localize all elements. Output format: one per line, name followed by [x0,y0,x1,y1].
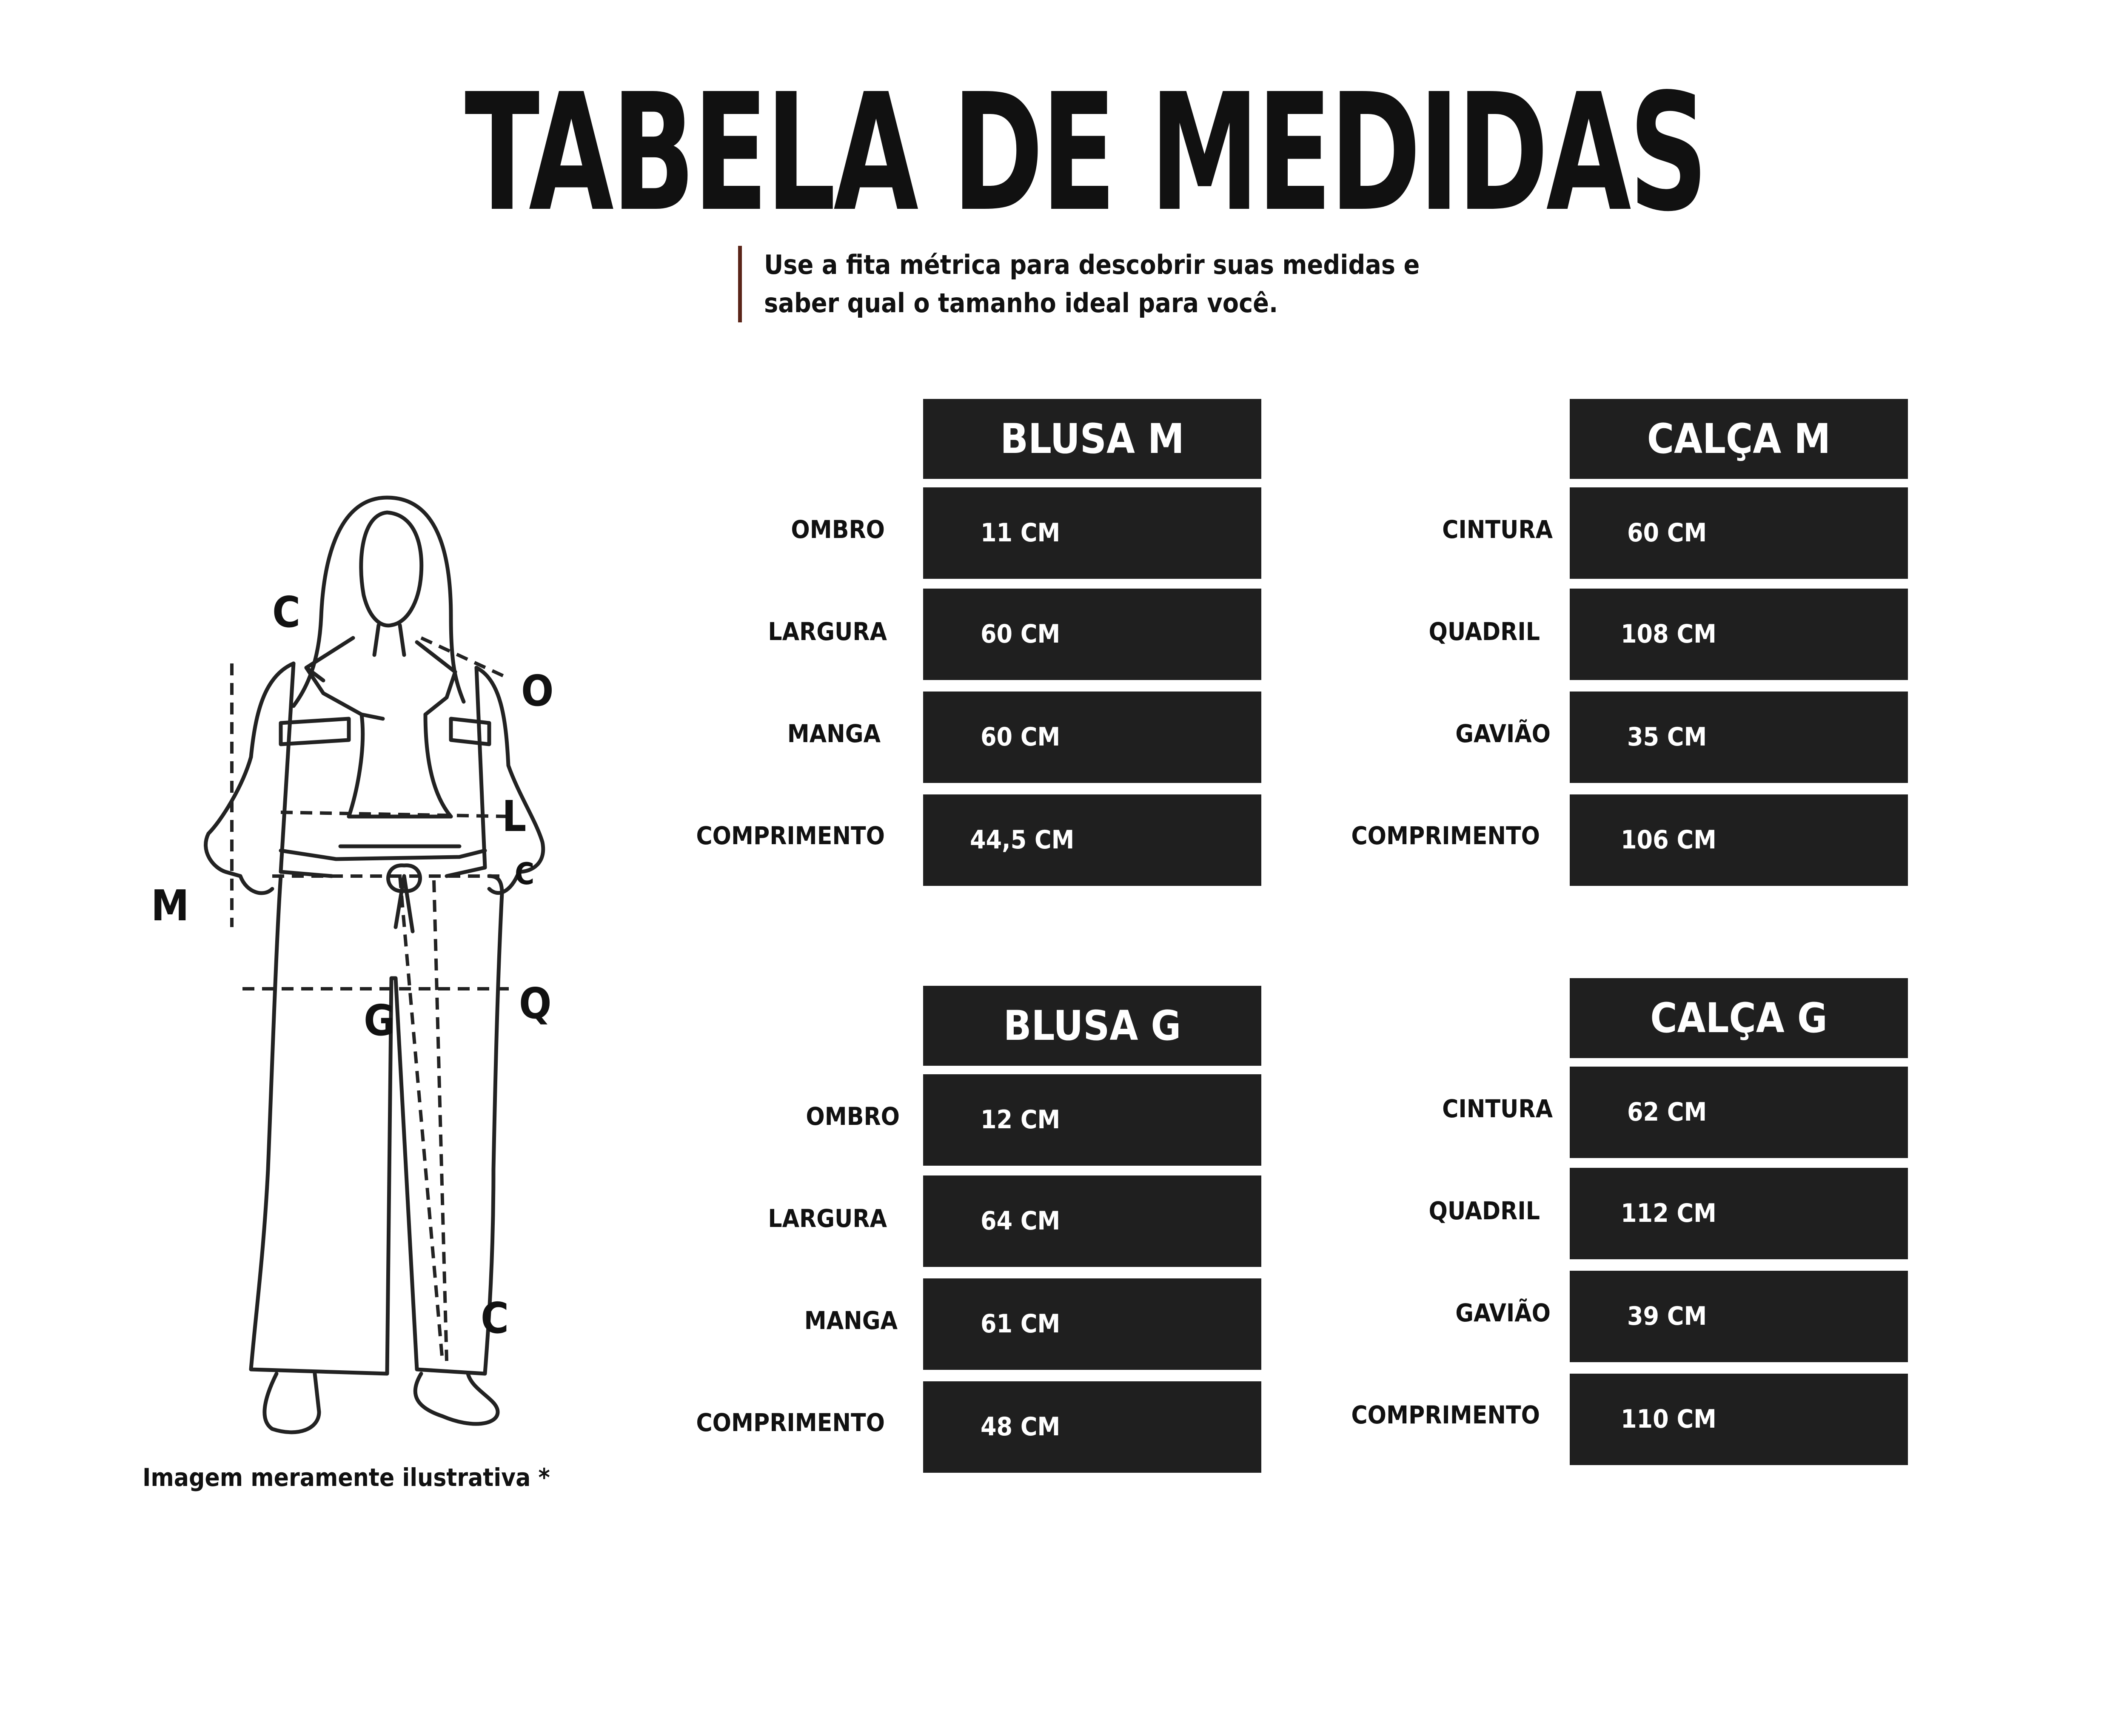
row-label: CINTURA [1442,515,1553,544]
row-label: COMPRIMENTO [1351,1400,1540,1429]
row-label: GAVIÃO [1455,1298,1551,1327]
row-value-text: 12 CM [981,1105,1061,1135]
letter-g-gaviao: G [364,996,395,1045]
letter-c-comprimento: C [481,1293,509,1343]
row-label: QUADRIL [1428,1196,1540,1225]
row-value-text: 44,5 CM [970,825,1075,855]
letter-c-shoulder: C [272,587,301,637]
row-label: COMPRIMENTO [696,1408,885,1437]
row-value-text: 108 CM [1621,619,1716,649]
letter-m-manga: M [151,881,189,931]
row-label: MANGA [804,1306,898,1335]
illustration-caption: Imagem meramente ilustrativa * [143,1463,550,1492]
table-header: BLUSA M [923,399,1261,479]
row-label: LARGURA [768,617,887,646]
row-label: OMBRO [806,1102,900,1131]
row-value-text: 11 CM [981,518,1061,548]
row-value-text: 39 CM [1627,1301,1707,1331]
letter-l-largura: L [502,791,527,841]
letter-q-quadril: Q [519,979,552,1028]
row-value-text: 110 CM [1621,1404,1716,1434]
row-value-text: 60 CM [1627,518,1707,548]
letter-o-ombro: O [521,666,554,716]
subtitle-line-1: Use a fita métrica para descobrir suas medidas e [764,249,1420,280]
row-value-text: 64 CM [981,1206,1061,1236]
row-value-text: 60 CM [981,619,1061,649]
row-value-text: 60 CM [981,722,1061,752]
page-title: TABELA DE MEDIDAS [465,59,1706,247]
row-label: LARGURA [768,1204,887,1233]
row-label: COMPRIMENTO [1351,821,1540,850]
row-value-text: 62 CM [1627,1097,1707,1127]
row-value-text: 48 CM [981,1412,1061,1442]
row-value-text: 106 CM [1621,825,1716,855]
table-header: BLUSA G [923,986,1261,1066]
table-header: CALÇA G [1570,978,1908,1058]
row-value-text: 112 CM [1621,1198,1716,1228]
subtitle-line-2: saber qual o tamanho ideal para você. [764,287,1278,319]
row-label: MANGA [787,719,881,748]
row-label: QUADRIL [1428,617,1540,646]
row-label: CINTURA [1442,1094,1553,1123]
letter-c-cintura: C [515,857,535,891]
row-value-text: 61 CM [981,1309,1061,1339]
row-label: COMPRIMENTO [696,821,885,850]
row-value-text: 35 CM [1627,722,1707,752]
table-header: CALÇA M [1570,399,1908,479]
row-label: OMBRO [791,515,885,544]
row-label: GAVIÃO [1455,719,1551,748]
